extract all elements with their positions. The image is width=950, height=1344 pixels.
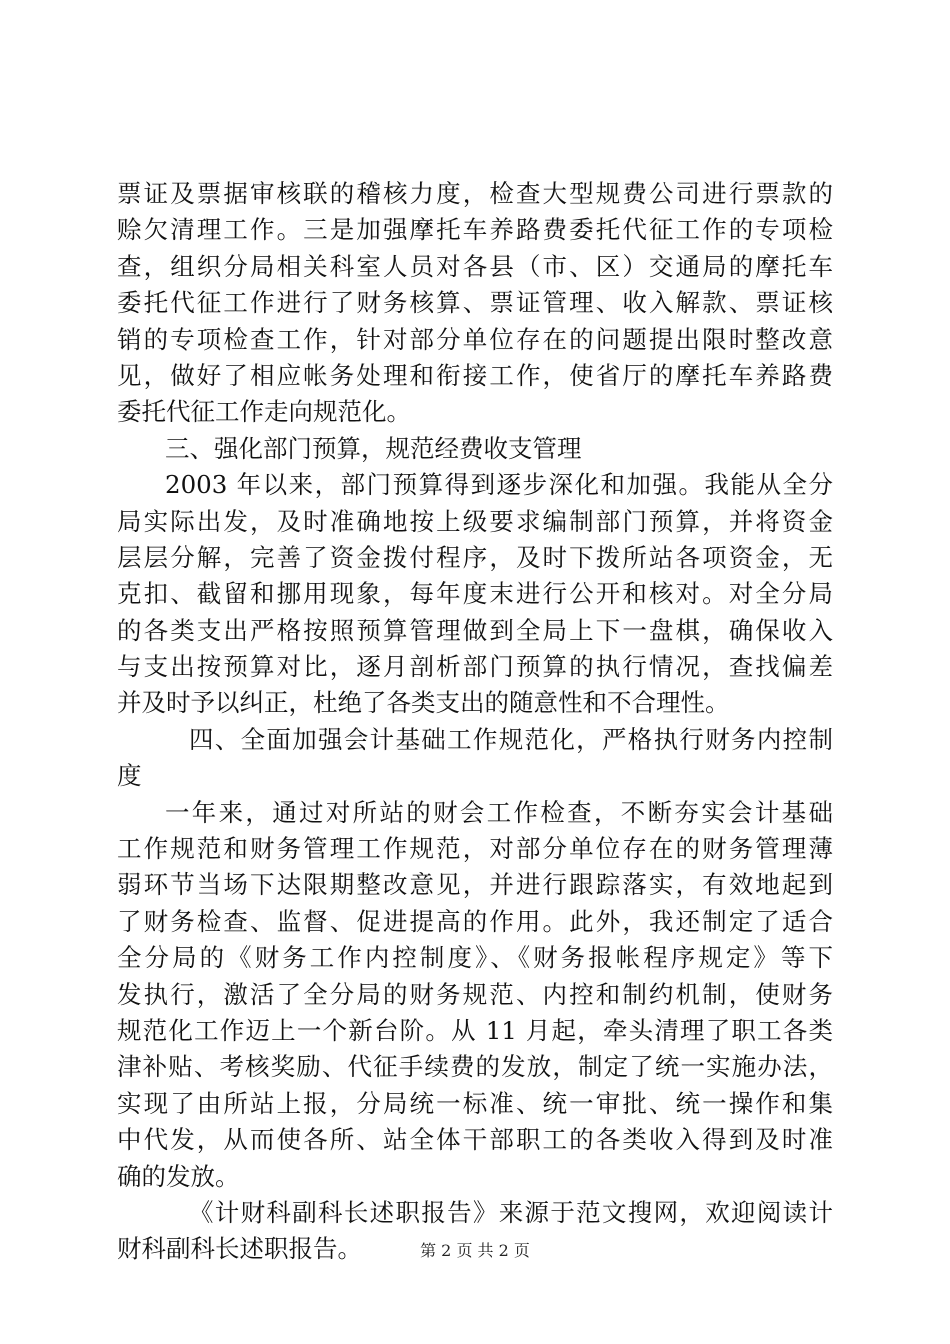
body-line: 了财务检查、监督、促进提高的作用。此外，我还制定了适合 bbox=[117, 906, 833, 936]
body-line: 销的专项检查工作，针对部分单位存在的问题提出限时整改意 bbox=[117, 324, 833, 354]
body-line: 规范化工作迈上一个新台阶。从 11 月起，牵头清理了职工各类 bbox=[117, 1015, 833, 1045]
source-note-line: 《计财科副科长述职报告》来源于范文搜网，欢迎阅读计 bbox=[189, 1197, 833, 1227]
section-heading: 三、强化部门预算，规范经费收支管理 bbox=[165, 433, 582, 463]
body-line: 委托代征工作进行了财务核算、票证管理、收入解款、票证核 bbox=[117, 288, 833, 318]
body-line: 弱环节当场下达限期整改意见，并进行跟踪落实，有效地起到 bbox=[117, 870, 833, 900]
body-line: 克扣、截留和挪用现象，每年度末进行公开和核对。对全分局 bbox=[117, 579, 833, 609]
body-line: 层层分解，完善了资金拨付程序，及时下拨所站各项资金，无 bbox=[117, 542, 833, 572]
body-line: 工作规范和财务管理工作规范，对部分单位存在的财务管理薄 bbox=[117, 834, 833, 864]
page-number-footer: 第 2 页 共 2 页 bbox=[420, 1241, 530, 1260]
body-line: 发执行，激活了全分局的财务规范、内控和制约机制，使财务 bbox=[117, 979, 833, 1009]
section-heading-continuation: 度 bbox=[117, 761, 142, 791]
section-heading: 四、全面加强会计基础工作规范化，严格执行财务内控制 bbox=[189, 724, 833, 754]
body-line: 中代发，从而使各所、站全体干部职工的各类收入得到及时准 bbox=[117, 1125, 833, 1155]
paragraph-first-line: 2003 年以来，部门预算得到逐步深化和加强。我能从全分 bbox=[165, 470, 833, 500]
body-line: 实现了由所站上报，分局统一标准、统一审批、统一操作和集 bbox=[117, 1088, 833, 1118]
body-line: 全分局的《财务工作内控制度》、《财务报帐程序规定》等下 bbox=[117, 943, 833, 973]
body-line: 见，做好了相应帐务处理和衔接工作，使省厅的摩托车养路费 bbox=[117, 360, 833, 390]
body-line: 津补贴、考核奖励、代征手续费的发放，制定了统一实施办法， bbox=[117, 1052, 833, 1082]
paragraph-first-line: 一年来，通过对所站的财会工作检查，不断夯实会计基础 bbox=[165, 797, 833, 827]
body-line: 局实际出发，及时准确地按上级要求编制部门预算，并将资金 bbox=[117, 506, 833, 536]
body-line: 与支出按预算对比，逐月剖析部门预算的执行情况，查找偏差 bbox=[117, 652, 833, 682]
source-note-line: 财科副科长述职报告。 bbox=[117, 1234, 362, 1264]
body-line: 的各类支出严格按照预算管理做到全局上下一盘棋，确保收入 bbox=[117, 615, 833, 645]
document-body bbox=[117, 176, 833, 1268]
body-line: 委托代征工作走向规范化。 bbox=[117, 397, 411, 427]
body-line: 查，组织分局相关科室人员对各县（市、区）交通局的摩托车 bbox=[117, 251, 833, 281]
body-line: 确的发放。 bbox=[117, 1161, 240, 1191]
body-line: 票证及票据审核联的稽核力度，检查大型规费公司进行票款的 bbox=[117, 179, 833, 208]
body-line: 并及时予以纠正，杜绝了各类支出的随意性和不合理性。 bbox=[117, 688, 730, 718]
body-line: 赊欠清理工作。三是加强摩托车养路费委托代征工作的专项检 bbox=[117, 215, 833, 245]
